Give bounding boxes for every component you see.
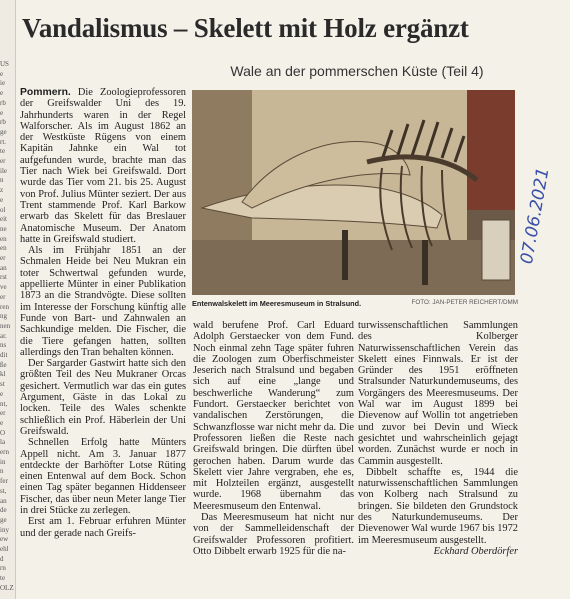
paragraph: Schnellen Erfolg hatte Münters Appell nicht. Am 3. Januar 1877 entdeckte der Barhöfter Lotse Rüting einen Entenwal auf dem Bock. Schon einen Tag später begannen Hiddenseer Fischer, das über neun Meter lange Tier in drei Stücke zu zerlegen. (20, 437, 186, 516)
strip-fragment: rn (0, 564, 6, 573)
strip-fragment: rst (0, 273, 7, 282)
strip-fragment: e (0, 389, 4, 398)
strip-fragment: an (0, 496, 7, 505)
strip-fragment: ern (0, 448, 9, 456)
dateline: Pommern. (20, 87, 71, 98)
strip-fragment: eit (0, 215, 7, 224)
photo-credit: FOTO: JAN-PETER REICHERT/DMM (411, 299, 518, 306)
headline: Vandalismus – Skelett mit Holz ergänzt (22, 13, 469, 43)
strip-fragment: te (0, 147, 6, 156)
strip-fragment: rb (0, 118, 6, 127)
strip-fragment: st (0, 380, 5, 389)
strip-fragment: ße (0, 360, 7, 369)
strip-fragment: ol (0, 205, 6, 214)
strip-fragment: e (0, 69, 4, 78)
strip-fragment: n (0, 176, 4, 185)
caption-text: Entenwalskelett im Meeresmuseum in Stralsund. (192, 299, 362, 308)
handwritten-date-stamp: 07.06.2021 (517, 166, 554, 266)
paragraph: Das Meeresmuseum hat nicht nur von der Sammelleidenschaft der Greifswalder Professoren profitiert. Otto Dibbelt erwarb 1925 für die na- (193, 512, 354, 557)
strip-fragment: an (0, 263, 7, 272)
article-column-3 (358, 320, 518, 557)
strip-fragment: ge (0, 127, 7, 136)
strip-fragment: en (0, 234, 7, 243)
strip-fragment: n (0, 467, 4, 476)
strip-fragment: ng (0, 312, 7, 321)
strip-fragment: kl (0, 370, 6, 379)
strip-fragment: er (0, 409, 6, 418)
strip-fragment: te (0, 574, 6, 583)
strip-fragment: en (0, 244, 7, 253)
strip-fragment: dit (0, 351, 8, 359)
strip-fragment: e (0, 108, 4, 117)
subheadline: Wale an der pommerschen Küste (Teil 4) (230, 63, 484, 79)
strip-fragment: de (0, 506, 7, 515)
strip-fragment: OLZ (0, 583, 14, 592)
paragraph: wald berufene Prof. Carl Eduard Adolph Gerstaecker von dem Fund. Noch einmal zehn Tage später fuhren die Zoologen zum Oberfischmeister Jeserich nach Stralsund und begaben sich auf eine „lange und beschwerliche Wanderung“ zum Fundort. Gerstaecker berichtet von vandalischen Zerstörungen, die Schwanzflosse war nicht mehr da. Die Professoren ließen die Reste nach Greifswald bringen. Die dürften übel gerochen haben. Darum wurde das Skelett vier Jahre vergraben, ehe es, mit Holzteilen ergänzt, ausgestellt wurde. 1968 übernahm das Meeresmuseum den Entenwal. (193, 320, 354, 512)
strip-fragment: ren (0, 302, 9, 311)
strip-fragment: er (0, 292, 6, 301)
strip-fragment: fer (0, 477, 8, 486)
adjacent-column-strip (0, 0, 16, 599)
strip-fragment: ile (0, 166, 7, 175)
whale-skeleton-illustration (192, 90, 515, 295)
strip-fragment: ehl (0, 545, 9, 553)
paragraph: Als im Frühjahr 1851 an der Schmalen Heide bei Neu Mukran ein toter Schwertwal gefunden wurde, appellierte Münter in einer Publikation 1873 an die Strandvögte. Diese sollten im Interesse der Forschung künftig alle Funde von Bart- und Zahnwalen an Sachkundige melden. Die Fischer, die die Tiere gefangen hatten, sollten allerdings den Tran behalten können. (20, 245, 186, 358)
strip-fragment: er (0, 254, 6, 262)
strip-fragment: ew (0, 535, 9, 544)
strip-fragment: iny (0, 525, 9, 534)
author-byline: Eckhard Oberdörfer (433, 545, 518, 557)
strip-fragment: O (0, 428, 6, 437)
strip-fragment: e (0, 89, 4, 98)
article-column-1 (20, 87, 186, 539)
strip-fragment: ns (0, 341, 7, 350)
strip-fragment: ie (0, 79, 6, 88)
paragraph: Erst am 1. Februar erfuhren Münter und der gerade nach Greifs- (20, 516, 186, 539)
paragraph: Der Sargarder Gastwirt hatte sich den größten Teil des Neu Mukraner Orcas gesichert. Vermutlich war das ein gutes Argument, Gäste in das Lokal zu locken. Teile des Wales schenkte schließlich ein Prof. Häberlein der Uni Greifswald. (20, 358, 186, 437)
strip-fragment: z (0, 186, 4, 195)
article-column-2 (193, 320, 354, 557)
strip-fragment: ve (0, 283, 7, 292)
paragraph: Die Zoologieprofessoren der Greifswalder Uni des 19. Jahrhunderts waren in der Regel Walforscher. Als im August 1862 an der Westküste Rügens von einem Kapitän Jahnke ein Wal tot aufgefunden wurde, brachte man das Tier nach Wiek bei Greifswald. Dort wurde das Tier vom 21. bis 25. August von Prof. Julius Münter seziert. Der aus Trent stammende Prof. Karl Barkow erwarb das Skelett für das Breslauer Anatomische Museum. Der Anatom hatte in Greifswald studiert. (20, 87, 186, 245)
strip-fragment: nt, (0, 399, 8, 408)
strip-fragment: la (0, 438, 6, 447)
strip-fragment: e (0, 195, 4, 204)
strip-fragment: ar. (0, 331, 7, 340)
strip-fragment: ge (0, 515, 7, 524)
strip-fragment: rb (0, 98, 6, 107)
photo-caption (192, 299, 520, 308)
paragraph: turwissenschaftlichen Sammlungen des Kolberger Naturwissenschaftlichen Verein das Skelett eines Finnwals. Er ist der Gründer des 1951 eröffneten Stralsunder Naturkundemuseums, des Vorgängers des Meeresmuseums. Der Wal war im August 1899 bei Dievenow auf Wollin tot angetrieben und zuvor bei Devin und Wieck gesichtet und wahrscheinlich gejagt worden. Zunächst wurde er noch in Cammin ausgestellt. (358, 320, 518, 467)
strip-fragment: st, (0, 486, 7, 495)
paragraph: Dibbelt schaffte es, 1944 die naturwissenschaftlichen Sammlungen von Kolberg nach Stralsund zu bringen. Sie bildeten den Grundstock des Naturkundemuseums. Der Dievenower Wal wurde 1967 bis 1972 im Meeresmuseum ausgestellt. (358, 466, 518, 546)
strip-fragment: in (0, 457, 6, 466)
strip-fragment: d (0, 554, 4, 563)
strip-fragment: rt. (0, 137, 7, 146)
strip-fragment: nen (0, 321, 11, 330)
strip-fragment: US (0, 60, 9, 68)
strip-fragment: e (0, 418, 4, 427)
strip-fragment: er (0, 157, 6, 165)
strip-fragment: ne (0, 224, 7, 233)
whale-skeleton-photo (192, 90, 515, 295)
